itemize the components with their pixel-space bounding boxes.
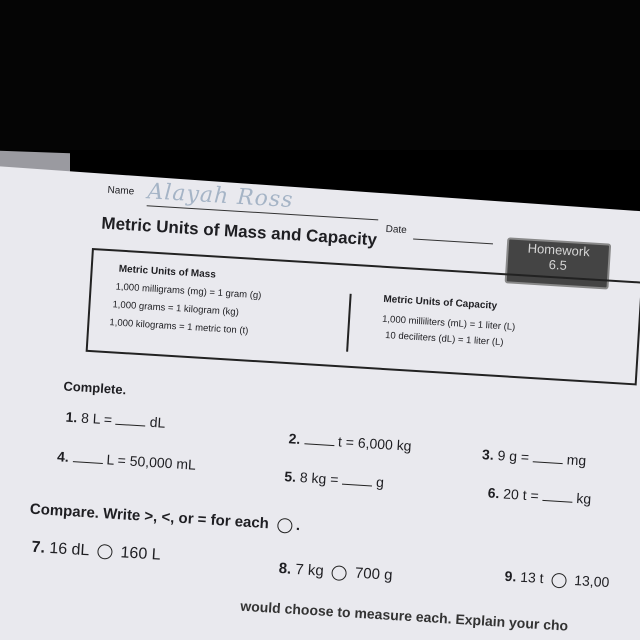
mass-line: 1,000 milligrams (mg) = 1 gram (g)	[115, 281, 262, 302]
date-line	[413, 239, 493, 245]
answer-blank[interactable]	[542, 488, 573, 503]
problem-unit: dL	[149, 413, 166, 431]
problem-text: 8 L =	[80, 409, 113, 428]
problem-text: L = 50,000 mL	[106, 451, 197, 473]
problem-number: 5.	[283, 468, 297, 485]
problem-8	[278, 560, 393, 584]
problem-number: 4.	[56, 448, 70, 465]
compare-heading-row	[29, 501, 300, 534]
answer-blank[interactable]	[304, 431, 335, 446]
date-label: Date	[385, 223, 408, 237]
capacity-heading: Metric Units of Capacity	[383, 293, 498, 312]
answer-circle-icon	[277, 517, 293, 533]
answer-blank[interactable]	[116, 412, 147, 427]
problem-text: 8 kg =	[299, 469, 339, 488]
badge-number: 6.5	[548, 256, 568, 273]
compare-heading: Compare. Write >, <, or = for each	[29, 500, 270, 533]
problem-number: 9.	[504, 567, 517, 585]
mass-line: 1,000 grams = 1 kilogram (kg)	[112, 299, 240, 319]
compare-right: 160 L	[120, 544, 162, 564]
problem-text: 20 t =	[502, 485, 540, 504]
problem-1	[65, 409, 166, 431]
problem-text: t = 6,000 kg	[337, 433, 413, 454]
problem-number: 3.	[481, 446, 495, 463]
problem-number: 7.	[31, 538, 46, 557]
compare-right: 13,00	[573, 572, 610, 591]
problem-number: 6.	[487, 484, 500, 502]
badge-label: Homework	[527, 240, 591, 260]
answer-circle-icon[interactable]	[331, 565, 347, 581]
problem-text: 9 g =	[497, 447, 530, 466]
problem-4	[57, 448, 197, 472]
answer-blank[interactable]	[72, 449, 103, 464]
problem-7	[31, 539, 161, 565]
problem-6	[487, 485, 591, 507]
capacity-line: 1,000 milliliters (mL) = 1 liter (L)	[381, 313, 516, 333]
problem-number: 1.	[65, 408, 78, 426]
compare-left: 16 dL	[48, 539, 90, 560]
answer-blank[interactable]	[533, 449, 564, 464]
problem-unit: mg	[566, 451, 587, 469]
mass-line: 1,000 kilograms = 1 metric ton (t)	[109, 317, 249, 337]
compare-right: 700 g	[354, 564, 393, 584]
problem-number: 2.	[288, 430, 301, 448]
compare-left: 7 kg	[294, 560, 325, 580]
problem-unit: kg	[575, 489, 592, 507]
problem-9	[504, 568, 610, 591]
student-name: Alayah Ross	[146, 179, 295, 214]
problem-5	[284, 468, 384, 490]
compare-left: 13 t	[519, 568, 545, 587]
answer-circle-icon[interactable]	[551, 572, 567, 588]
mass-heading: Metric Units of Mass	[118, 263, 217, 281]
answer-blank[interactable]	[342, 472, 373, 487]
complete-heading: Complete.	[63, 378, 127, 398]
name-label: Name	[107, 184, 135, 198]
problem-unit: g	[375, 473, 385, 491]
answer-circle-icon[interactable]	[97, 544, 113, 560]
worksheet-title: Metric Units of Mass and Capacity	[100, 213, 378, 250]
problem-3	[482, 446, 587, 468]
problem-number: 8.	[278, 559, 292, 578]
capacity-line: 10 deciliters (dL) = 1 liter (L)	[384, 330, 504, 349]
problem-2	[288, 430, 412, 453]
cut-off-instruction: would choose to measure each. Explain your cho	[239, 597, 569, 634]
heading-period: .	[295, 516, 301, 535]
